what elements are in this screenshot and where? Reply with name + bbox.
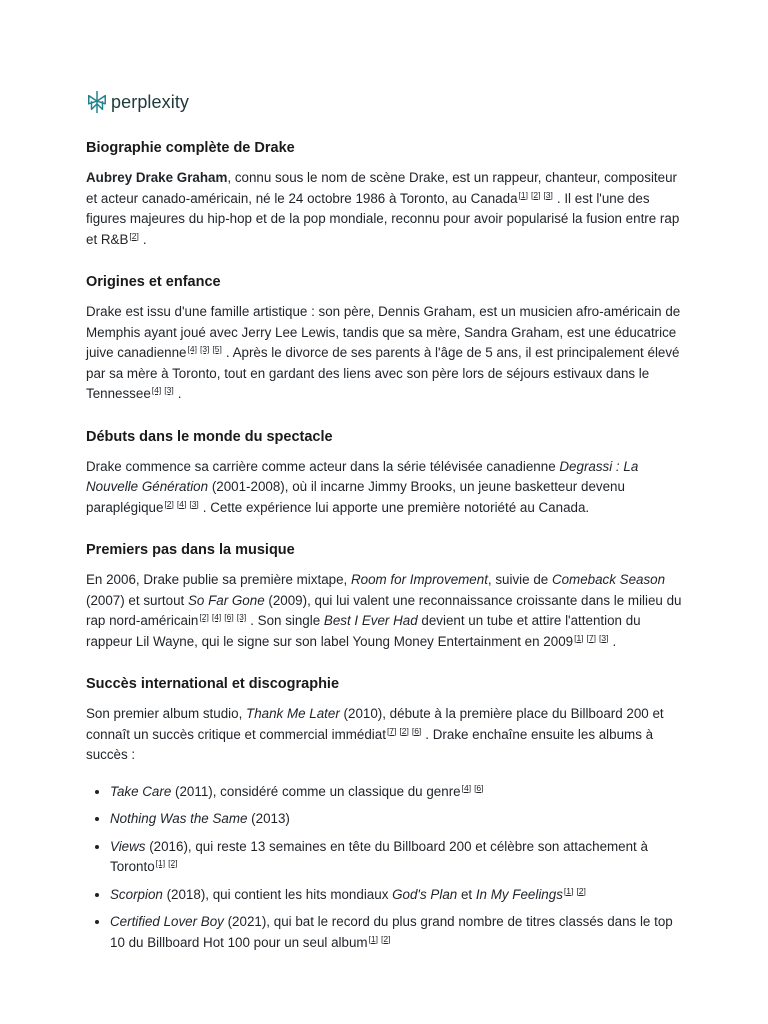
citation-group bbox=[564, 886, 589, 896]
citation-link[interactable]: [5] bbox=[212, 344, 222, 354]
album-title: Views bbox=[110, 838, 146, 854]
music-text: devient un tube et attire l'attention du rappeur Lil Wayne, qui le signe sur son label Young Money Entertainment en 2009 bbox=[86, 613, 641, 649]
citation-link[interactable]: [1] bbox=[518, 189, 528, 200]
success-text: . Drake enchaîne ensuite les albums à succès : bbox=[86, 726, 654, 762]
citation-group bbox=[462, 783, 487, 793]
album-title: Scorpion bbox=[110, 886, 163, 902]
debuts-text: (2001-2008), où il incarne Jimmy Brooks, un jeune basketteur devenu paraplégique bbox=[86, 479, 625, 515]
citation-link[interactable]: [1] bbox=[574, 632, 584, 643]
citation-link[interactable]: [4] bbox=[176, 498, 187, 509]
citation-link[interactable]: [1] bbox=[155, 858, 166, 868]
citation-link[interactable]: [1] bbox=[563, 885, 574, 896]
music-text: (2009), qui lui valent une reconnaissance croissante dans le milieu du rap nord-américain bbox=[86, 592, 682, 628]
perplexity-logo bbox=[86, 88, 686, 116]
single-title: Best I Ever Had bbox=[323, 613, 418, 628]
album-desc: (2021), qui bat le record du plus grand nombre de titres classés dans le top 10 du Billboard Hot 100 pour un seul album bbox=[110, 914, 673, 950]
album-desc: (2016), qui reste 13 semaines en tête du Billboard 200 et célèbre son attachement à Toronto bbox=[110, 838, 648, 874]
debuts-text: . Cette expérience lui apporte une première notoriété au Canada. bbox=[202, 499, 590, 515]
citation-group bbox=[199, 612, 249, 622]
intro-text: . bbox=[142, 231, 147, 247]
citation-group bbox=[387, 726, 424, 736]
list-item bbox=[110, 809, 686, 830]
citation-link[interactable]: [6] bbox=[224, 612, 234, 622]
section-heading-music: Premiers pas dans la musique bbox=[86, 542, 295, 558]
list-item bbox=[110, 885, 686, 906]
citation-link[interactable]: [2] bbox=[168, 858, 178, 868]
music-text: . bbox=[612, 633, 617, 649]
citation-link[interactable]: [2] bbox=[381, 933, 391, 944]
section-heading-success: Succès international et discographie bbox=[86, 676, 340, 692]
album-title: Certified Lover Boy bbox=[110, 914, 224, 929]
list-item bbox=[110, 782, 686, 803]
citation-group bbox=[152, 385, 177, 395]
section-heading-debuts: Débuts dans le monde du spectacle bbox=[86, 428, 333, 445]
citation-link[interactable]: [3] bbox=[199, 344, 210, 354]
citation-link[interactable]: [3] bbox=[599, 632, 609, 643]
citation-link[interactable]: [2] bbox=[530, 189, 541, 200]
page-title: Biographie complète de Drake bbox=[86, 140, 295, 156]
subject-name: Aubrey Drake Graham bbox=[86, 170, 228, 185]
citation-link[interactable]: [3] bbox=[543, 189, 553, 200]
citation-link[interactable]: [2] bbox=[199, 612, 209, 622]
music-text: En 2006, Drake publie sa première mixtape, bbox=[86, 572, 351, 587]
citation-link[interactable]: [3] bbox=[236, 612, 247, 622]
album-desc: et bbox=[457, 886, 476, 902]
origins-text: Drake est issu d'une famille artistique : son père, Dennis Graham, est un musicien afro-américain de Memphis ayant joué avec Jerry Lee Lewis, tandis que sa mère, Sandra Graham, est une éducatrice juive canadienne bbox=[86, 304, 681, 360]
mixtape-title: So Far Gone bbox=[187, 592, 265, 608]
album-title: Take Care bbox=[110, 783, 172, 799]
citation-group bbox=[574, 633, 611, 643]
citation-link[interactable]: [1] bbox=[368, 933, 379, 944]
song-title: In My Feelings bbox=[475, 886, 563, 902]
citation-link[interactable]: [7] bbox=[386, 725, 397, 736]
origins-text: . Après le divorce de ses parents à l'âge de 5 ans, il est principalement élevé par sa mère à Toronto, tout en gardant des liens avec son père lors de séjours estivaux dans le Tennessee bbox=[86, 345, 680, 401]
success-text: (2010), débute à la première place du Billboard 200 et connaît un succès critique et commercial immédiat bbox=[86, 706, 664, 742]
music-text: . Son single bbox=[250, 613, 324, 628]
citation-group bbox=[164, 499, 201, 509]
album-desc: (2013) bbox=[247, 811, 290, 826]
mixtape-title: Comeback Season bbox=[551, 572, 666, 587]
origins-paragraph bbox=[86, 302, 686, 405]
success-paragraph bbox=[86, 704, 686, 766]
section-heading-origins: Origines et enfance bbox=[86, 274, 221, 290]
music-text: (2007) et surtout bbox=[86, 592, 188, 608]
intro-paragraph bbox=[86, 168, 686, 250]
list-item bbox=[110, 912, 686, 953]
citation-link[interactable]: [3] bbox=[164, 385, 174, 395]
album-title: Nothing Was the Same bbox=[110, 811, 248, 826]
music-paragraph bbox=[86, 570, 686, 652]
citation-group bbox=[156, 858, 181, 868]
citation-link[interactable]: [7] bbox=[586, 632, 596, 643]
citation-link[interactable]: [6] bbox=[474, 782, 484, 793]
document-page bbox=[86, 88, 686, 960]
success-text: Son premier album studio, bbox=[86, 706, 247, 721]
album-list bbox=[86, 782, 686, 954]
music-text: , suivie de bbox=[487, 572, 552, 587]
list-item bbox=[110, 837, 686, 878]
origins-text: . bbox=[177, 386, 182, 401]
citation-link[interactable]: [4] bbox=[151, 385, 162, 395]
citation-group bbox=[188, 344, 225, 354]
citation-link[interactable]: [3] bbox=[189, 498, 199, 509]
citation-link[interactable]: [4] bbox=[211, 612, 222, 622]
citation-link[interactable]: [6] bbox=[411, 725, 422, 736]
perplexity-logo-icon bbox=[86, 90, 108, 114]
mixtape-title: Room for Improvement bbox=[350, 572, 488, 587]
brand-name: perplexity bbox=[111, 91, 190, 112]
citation-group bbox=[129, 231, 141, 241]
intro-text: , connu sous le nom de scène Drake, est un rappeur, chanteur, compositeur et acteur canado-américain, né le 24 octobre 1986 à Toronto, au Canada bbox=[86, 170, 677, 206]
citation-group bbox=[519, 190, 556, 200]
debuts-paragraph bbox=[86, 457, 686, 519]
intro-text: . Il est l'une des figures majeures du hip-hop et de la pop mondiale, reconnu pour avoir popularisé la fusion entre rap et R&B bbox=[86, 190, 680, 247]
citation-link[interactable]: [4] bbox=[187, 344, 197, 354]
citation-link[interactable]: [2] bbox=[399, 725, 409, 736]
citation-link[interactable]: [4] bbox=[461, 782, 472, 793]
album-desc: (2018), qui contient les hits mondiaux bbox=[162, 886, 393, 902]
citation-link[interactable]: [2] bbox=[129, 230, 139, 241]
citation-link[interactable]: [2] bbox=[576, 885, 586, 896]
song-title: God's Plan bbox=[392, 886, 458, 902]
citation-group bbox=[369, 934, 394, 944]
citation-link[interactable]: [2] bbox=[164, 498, 174, 509]
debuts-text: Drake commence sa carrière comme acteur dans la série télévisée canadienne bbox=[86, 458, 560, 474]
album-desc: (2011), considéré comme un classique du genre bbox=[171, 783, 461, 799]
show-title: Degrassi : La Nouvelle Génération bbox=[86, 458, 639, 494]
album-title: Thank Me Later bbox=[246, 706, 340, 721]
